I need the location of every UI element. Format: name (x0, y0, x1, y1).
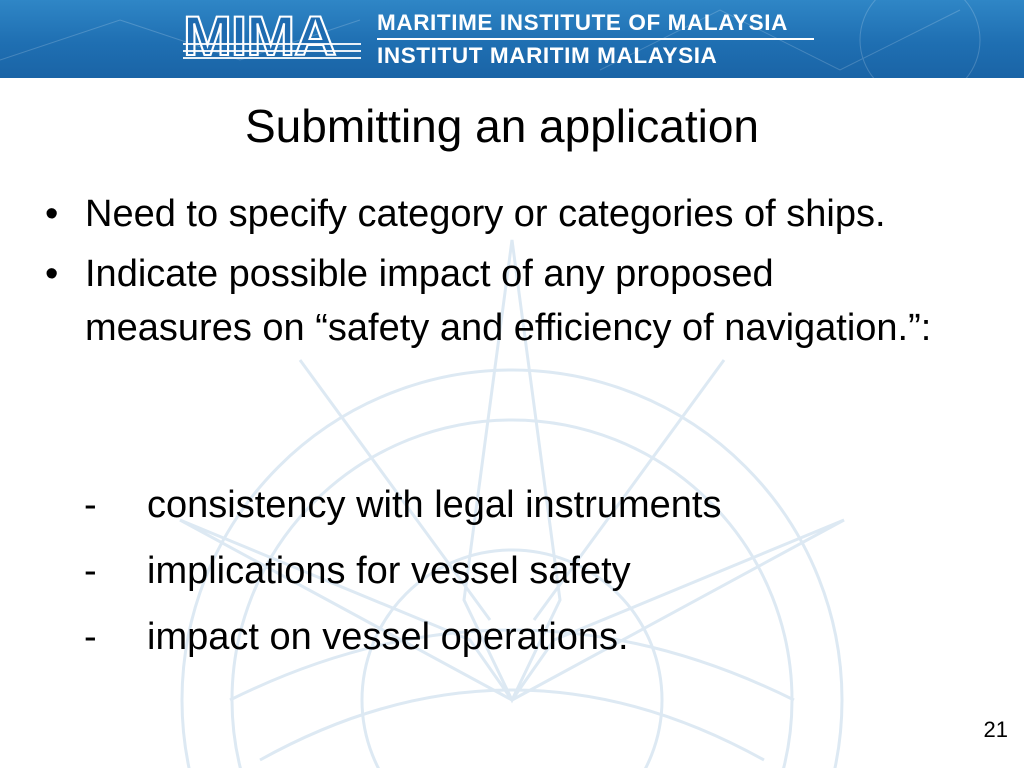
sub-item (84, 478, 944, 532)
bullet-marker: • (45, 193, 59, 235)
bullet-list (45, 187, 945, 361)
bullet-text: Indicate possible impact of any proposed measures on “safety and efficiency of navigation.”: (85, 253, 932, 349)
sub-item-list (84, 478, 944, 676)
sub-item-text: implications for vessel safety (147, 550, 631, 592)
bullet-text: Need to specify category or categories of ships. (85, 193, 886, 235)
organization-names (377, 9, 827, 70)
logo-text: MIMA (183, 4, 336, 67)
bullet-item (45, 187, 945, 241)
sub-item (84, 544, 944, 598)
org-name-divider (377, 38, 814, 40)
sub-item-text: impact on vessel operations. (147, 616, 629, 658)
dash-marker: - (84, 616, 97, 658)
header-banner (0, 0, 1024, 78)
sub-item-text: consistency with legal instruments (147, 484, 722, 526)
slide-title: Submitting an application (245, 100, 759, 152)
bullet-item (45, 247, 945, 355)
mima-logo (183, 4, 361, 67)
bullet-marker: • (45, 253, 59, 295)
dash-marker: - (84, 550, 97, 592)
org-name-malay: INSTITUT MARITIM MALAYSIA (377, 43, 718, 68)
dash-marker: - (84, 484, 97, 526)
page-number: 21 (983, 717, 1008, 742)
org-name-english: MARITIME INSTITUTE OF MALAYSIA (377, 10, 788, 35)
sub-item (84, 610, 944, 664)
